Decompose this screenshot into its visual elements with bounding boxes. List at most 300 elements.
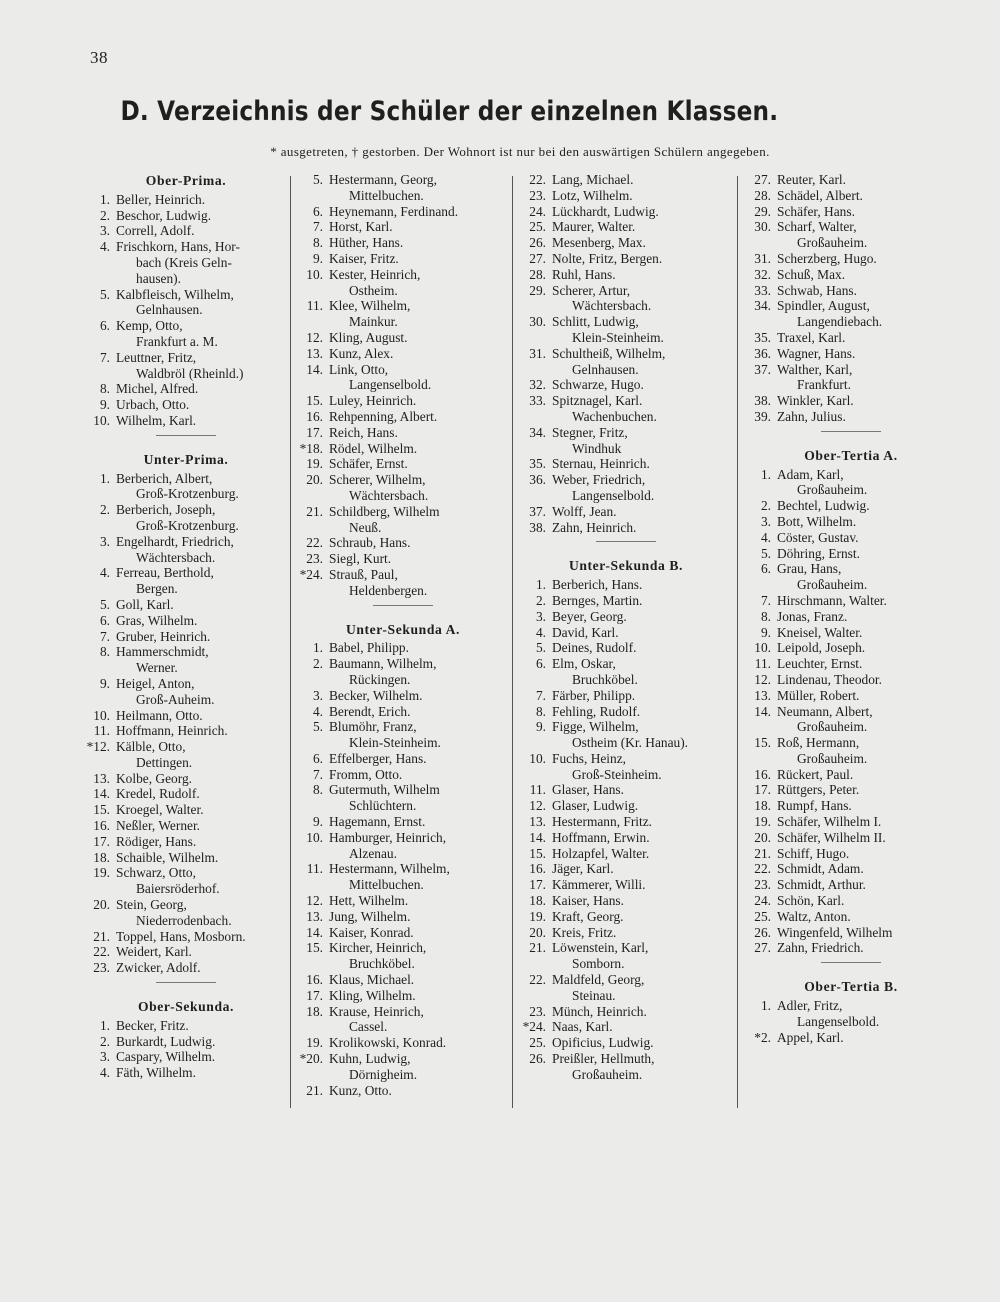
student-entry [84, 1065, 288, 1081]
student-name: Jonas, Franz. [777, 608, 848, 624]
student-entry [745, 251, 957, 267]
student-residence: Neuß. [349, 519, 382, 535]
student-name: Ferreau, Berthold, [116, 565, 214, 581]
student-entry [520, 520, 732, 536]
student-name: Heigel, Anton, [116, 675, 195, 691]
student-name: Figge, Wilhelm, [552, 719, 639, 735]
student-entry [745, 409, 957, 425]
entry-number: 2. [760, 498, 771, 514]
student-entry [520, 393, 732, 409]
student-entry [84, 397, 288, 413]
student-name: Bernges, Martin. [552, 592, 643, 608]
class-section [520, 172, 732, 535]
student-name: Cöster, Gustav. [777, 529, 859, 545]
entry-number: 13. [306, 345, 323, 361]
student-entry [520, 472, 732, 488]
student-entry [745, 330, 957, 346]
student-name: Hammerschmidt, [116, 644, 209, 660]
section-title: Ober-Sekunda. [137, 999, 235, 1015]
entry-number: 4. [99, 565, 110, 581]
entry-number [84, 581, 116, 597]
student-name: Lotz, Wilhelm. [552, 187, 633, 203]
entry-number: 11. [306, 861, 323, 877]
student-entry [520, 1004, 732, 1020]
entry-number: 18. [754, 798, 771, 814]
entry-number [84, 692, 116, 708]
entry-number: 17. [529, 877, 546, 893]
student-name: Correll, Adolf. [116, 223, 195, 239]
entry-number [84, 660, 116, 676]
student-entry [745, 298, 957, 314]
student-entry [84, 708, 288, 724]
student-name: Schwab, Hans. [777, 282, 857, 298]
student-entry [520, 456, 732, 472]
student-name: Weber, Friedrich, [552, 472, 646, 488]
entry-number: 22. [93, 944, 110, 960]
student-entry [520, 719, 732, 735]
student-entry-continuation [84, 255, 288, 271]
entry-number: 3. [312, 687, 323, 703]
student-entry [745, 861, 957, 877]
student-name: Schuß, Max. [777, 266, 846, 282]
student-name: Caspary, Wilhelm. [116, 1049, 216, 1065]
student-residence: Waldbröl (Rheinld.) [136, 365, 244, 381]
student-name: Kester, Heinrich, [329, 266, 421, 282]
student-entry-continuation [745, 482, 957, 498]
student-name: Kroegel, Walter. [116, 802, 204, 818]
student-entry [84, 208, 288, 224]
entry-number: 3. [760, 513, 771, 529]
student-name: Kälble, Otto, [116, 739, 186, 755]
student-name: Appel, Karl. [777, 1029, 844, 1045]
student-entry [520, 593, 732, 609]
entry-number: 7. [99, 349, 110, 365]
student-residence: Somborn. [572, 956, 625, 972]
student-name: Schwarz, Otto, [116, 865, 196, 881]
student-name: Kaiser, Konrad. [329, 924, 414, 940]
section-title: Unter-Sekunda A. [345, 621, 461, 637]
student-residence: Bruchköbel. [349, 956, 415, 972]
student-name: Schiff, Hugo. [777, 845, 850, 861]
entry-number: 7. [760, 592, 771, 608]
entry-number [520, 988, 552, 1004]
student-entry [84, 644, 288, 660]
student-entry [745, 893, 957, 909]
student-name: Babel, Philipp. [329, 640, 409, 656]
entry-number: 26. [529, 235, 546, 251]
student-entry-continuation [297, 877, 509, 893]
entry-number [84, 755, 116, 771]
section-title: Ober-Prima. [145, 173, 227, 188]
student-entry [297, 172, 509, 188]
entry-number: 5. [99, 596, 110, 612]
entry-number: 1. [99, 470, 110, 486]
student-residence: Bergen. [136, 581, 178, 597]
student-name: Schraub, Hans. [329, 535, 411, 551]
student-residence: hausen). [136, 270, 181, 286]
entry-number: 20. [93, 897, 110, 913]
entry-number [297, 672, 329, 688]
student-entry-continuation [84, 755, 288, 771]
student-name: Klee, Wilhelm, [329, 298, 411, 314]
student-entry-continuation [745, 235, 957, 251]
entry-number [520, 672, 552, 688]
student-entry [520, 861, 732, 877]
entry-number: 13. [529, 814, 546, 830]
entry-number [297, 735, 329, 751]
student-entry [520, 798, 732, 814]
class-section [84, 435, 288, 976]
student-entry [84, 318, 288, 334]
entry-number: 1. [760, 466, 771, 482]
page-number: 38 [90, 48, 108, 67]
student-entry-continuation [84, 518, 288, 534]
entry-number: 16. [93, 818, 110, 834]
entry-number: 3. [99, 1049, 110, 1065]
entry-number: 7. [535, 687, 546, 703]
student-entry [84, 629, 288, 645]
entry-number: 17. [306, 987, 323, 1003]
student-entry [745, 998, 957, 1014]
student-residence: Niederrodenbach. [136, 912, 232, 928]
entry-number: 22. [754, 861, 771, 877]
student-name: Sternau, Heinrich. [552, 456, 650, 472]
student-residence: Baiersröderhof. [136, 881, 220, 897]
entry-number: 16. [754, 766, 771, 782]
student-entry [745, 925, 957, 941]
student-entry [745, 688, 957, 704]
entry-number: 21. [93, 928, 110, 944]
student-entry [520, 314, 732, 330]
entry-number: *18. [299, 440, 323, 456]
student-entry [520, 219, 732, 235]
entry-number: 29. [529, 282, 546, 298]
student-name: Scharf, Walter, [777, 219, 857, 235]
entry-number: 29. [754, 203, 771, 219]
entry-number: 23. [529, 187, 546, 203]
student-residence: Mittelbuchen. [349, 877, 424, 893]
student-entry [297, 219, 509, 235]
entry-number: 9. [99, 397, 110, 413]
student-residence: Frankfurt a. M. [136, 333, 218, 349]
entry-number: 4. [535, 624, 546, 640]
entry-number: 4. [99, 1065, 110, 1081]
student-residence: Wachenbuchen. [572, 408, 657, 424]
student-entry-continuation [745, 751, 957, 767]
student-entry [745, 593, 957, 609]
student-name: Beschor, Ludwig. [116, 207, 212, 223]
student-name: Kircher, Heinrich, [329, 940, 427, 956]
student-entry [297, 267, 509, 283]
entry-number: 6. [760, 561, 771, 577]
entry-number: 20. [529, 924, 546, 940]
student-residence: Großauheim. [797, 235, 868, 251]
student-entry [84, 597, 288, 613]
entry-number: 21. [754, 845, 771, 861]
student-residence: Gelnhausen. [572, 361, 639, 377]
student-entry [84, 723, 288, 739]
entry-number [745, 235, 777, 251]
student-entry [84, 350, 288, 366]
student-entry [297, 1051, 509, 1067]
entry-number: 31. [754, 250, 771, 266]
student-name: Schlitt, Ludwig, [552, 314, 639, 330]
student-entry-continuation [520, 409, 732, 425]
student-entry [520, 782, 732, 798]
entry-number: 11. [306, 298, 323, 314]
student-entry [84, 192, 288, 208]
entry-number: 37. [529, 503, 546, 519]
student-name: Reuter, Karl. [777, 172, 846, 187]
student-name: Waltz, Anton. [777, 908, 851, 924]
student-name: Spindler, August, [777, 298, 870, 314]
student-name: Siegl, Kurt. [329, 551, 392, 567]
student-entry [745, 767, 957, 783]
student-name: Schildberg, Wilhelm [329, 503, 440, 519]
student-entry [520, 814, 732, 830]
student-entry [84, 850, 288, 866]
entry-number: 18. [306, 1003, 323, 1019]
entry-number: 14. [93, 786, 110, 802]
student-name: Ruhl, Hans. [552, 266, 616, 282]
student-entry [84, 534, 288, 550]
student-entry-continuation [297, 846, 509, 862]
entry-number: *24. [299, 566, 323, 582]
entry-number: 22. [306, 535, 323, 551]
student-name: Rumpf, Hans. [777, 798, 852, 814]
student-entry-continuation [520, 330, 732, 346]
student-entry-continuation [84, 660, 288, 676]
student-name: Lang, Michael. [552, 172, 634, 187]
entry-number [84, 518, 116, 534]
student-name: Beyer, Georg. [552, 608, 627, 624]
entry-number [520, 488, 552, 504]
entry-number: 5. [312, 719, 323, 735]
student-name: Burkardt, Ludwig. [116, 1033, 216, 1049]
student-entry [745, 830, 957, 846]
entry-number: 15. [306, 940, 323, 956]
student-name: Hestermann, Wilhelm, [329, 861, 450, 877]
student-name: Jäger, Karl. [552, 861, 614, 877]
student-name: Hirschmann, Walter. [777, 592, 887, 608]
student-entry-continuation [297, 188, 509, 204]
student-residence: Groß-Krotzenburg. [136, 486, 239, 502]
student-name: Schultheiß, Wilhelm, [552, 345, 666, 361]
student-name: Löwenstein, Karl, [552, 940, 649, 956]
student-name: Fromm, Otto. [329, 766, 403, 782]
student-entry-continuation [84, 271, 288, 287]
student-entry [745, 283, 957, 299]
entry-number: 24. [754, 893, 771, 909]
student-name: Döhring, Ernst. [777, 545, 860, 561]
student-entry [745, 814, 957, 830]
student-entry [745, 561, 957, 577]
student-entry [745, 609, 957, 625]
student-residence: Dettingen. [136, 754, 193, 770]
student-entry-continuation [297, 956, 509, 972]
entry-number [84, 486, 116, 502]
student-name: Walther, Karl, [777, 361, 853, 377]
entry-number [297, 956, 329, 972]
entry-number: 23. [754, 877, 771, 893]
student-entry [297, 688, 509, 704]
student-entry-continuation [297, 798, 509, 814]
student-entry [745, 672, 957, 688]
student-entry [297, 640, 509, 656]
entry-number: 5. [99, 286, 110, 302]
student-name: Gras, Wilhelm. [116, 612, 198, 628]
entry-number: 15. [754, 735, 771, 751]
student-entry [84, 960, 288, 976]
student-residence: Werner. [136, 660, 178, 676]
student-entry-continuation [297, 520, 509, 536]
student-name: Bechtel, Ludwig. [777, 498, 870, 514]
class-section [745, 172, 957, 425]
student-entry [520, 893, 732, 909]
entry-number: 12. [754, 671, 771, 687]
entry-number: 34. [529, 424, 546, 440]
student-entry [520, 625, 732, 641]
student-entry [84, 1034, 288, 1050]
student-name: Schäfer, Wilhelm II. [777, 829, 886, 845]
student-name: Hoffmann, Heinrich. [116, 723, 228, 739]
section-title: Unter-Prima. [143, 451, 229, 467]
entry-number: 8. [312, 235, 323, 251]
student-entry-continuation [520, 767, 732, 783]
page-title: D. Verzeichnis der Schüler der einzelnen Klassen. [120, 96, 779, 127]
student-name: Blumöhr, Franz, [329, 719, 417, 735]
entry-number [84, 302, 116, 318]
entry-number: 26. [529, 1051, 546, 1067]
student-entry [745, 846, 957, 862]
student-name: Wilhelm, Karl. [116, 412, 197, 428]
student-entry [520, 577, 732, 593]
entry-number: 4. [99, 239, 110, 255]
column-4 [745, 172, 957, 1045]
student-name: Fuchs, Heinz, [552, 750, 627, 766]
student-entry [297, 298, 509, 314]
entry-number: 14. [306, 361, 323, 377]
student-name: Adler, Fritz, [777, 998, 843, 1014]
student-residence: bach (Kreis Geln- [136, 254, 232, 270]
student-entry [520, 925, 732, 941]
student-entry [520, 830, 732, 846]
student-residence: Langenselbold. [349, 377, 432, 393]
student-entry [297, 456, 509, 472]
student-entry [84, 613, 288, 629]
entry-number [297, 1067, 329, 1083]
entry-number [84, 550, 116, 566]
student-residence: Ostheim (Kr. Hanau). [572, 735, 689, 751]
entry-number: 24. [529, 203, 546, 219]
entry-number: 3. [535, 608, 546, 624]
student-entry [84, 802, 288, 818]
student-entry [745, 546, 957, 562]
student-name: Hestermann, Georg, [329, 172, 437, 187]
student-name: Scherzberg, Hugo. [777, 250, 877, 266]
student-entry [297, 251, 509, 267]
student-entry [745, 267, 957, 283]
student-name: Glaser, Ludwig. [552, 798, 639, 814]
entry-number: 19. [93, 865, 110, 881]
student-entry [84, 897, 288, 913]
student-name: Kreis, Fritz. [552, 924, 617, 940]
entry-number: 1. [99, 191, 110, 207]
student-residence: Heldenbergen. [349, 582, 428, 598]
entry-number: 33. [754, 282, 771, 298]
entry-number [745, 482, 777, 498]
student-residence: Großauheim. [797, 482, 868, 498]
student-name: Preißler, Hellmuth, [552, 1051, 655, 1067]
student-residence: Frankfurt. [797, 377, 851, 393]
student-entry-continuation [84, 334, 288, 350]
section-rule [821, 962, 881, 963]
section-rule [156, 982, 216, 983]
student-name: Opificius, Ludwig. [552, 1035, 654, 1051]
entry-number: 14. [754, 703, 771, 719]
entry-number: 2. [99, 1033, 110, 1049]
student-name: Klaus, Michael. [329, 972, 415, 988]
entry-number: 19. [306, 456, 323, 472]
student-residence: Gelnhausen. [136, 302, 203, 318]
section-title: Ober-Tertia A. [804, 447, 898, 463]
student-entry [745, 640, 957, 656]
entry-number: 27. [754, 172, 771, 187]
student-entry [84, 565, 288, 581]
student-name: Kunz, Otto. [329, 1082, 392, 1098]
column-2 [297, 172, 509, 1098]
student-name: Leipold, Joseph. [777, 640, 866, 656]
student-name: Glaser, Hans. [552, 782, 624, 798]
entry-number [520, 441, 552, 457]
entry-number: 22. [529, 172, 546, 187]
student-entry-continuation [84, 366, 288, 382]
student-name: Engelhardt, Friedrich, [116, 533, 234, 549]
student-entry [297, 567, 509, 583]
student-entry-continuation [520, 298, 732, 314]
student-residence: Alzenau. [349, 845, 397, 861]
student-name: David, Karl. [552, 624, 619, 640]
student-entry-continuation [520, 488, 732, 504]
student-entry [297, 972, 509, 988]
student-name: Reich, Hans. [329, 424, 398, 440]
student-entry [520, 877, 732, 893]
student-entry [745, 204, 957, 220]
student-entry [297, 719, 509, 735]
entry-number: 32. [754, 266, 771, 282]
student-entry [84, 381, 288, 397]
entry-number: 31. [529, 345, 546, 361]
entry-number [84, 366, 116, 382]
student-entry-continuation [297, 377, 509, 393]
student-name: Fäth, Wilhelm. [116, 1065, 196, 1081]
student-name: Holzapfel, Walter. [552, 845, 650, 861]
entry-number: 10. [754, 640, 771, 656]
entry-number: 21. [529, 940, 546, 956]
entry-number: 1. [99, 1017, 110, 1033]
entry-number: 16. [306, 408, 323, 424]
student-entry [297, 425, 509, 441]
entry-number: 6. [99, 318, 110, 334]
entry-number: 15. [529, 845, 546, 861]
student-name: Kneisel, Walter. [777, 624, 863, 640]
student-entry [297, 925, 509, 941]
student-entry [520, 972, 732, 988]
student-entry [297, 909, 509, 925]
student-entry [520, 609, 732, 625]
student-residence: Steinau. [572, 987, 616, 1003]
entry-number: 10. [93, 707, 110, 723]
